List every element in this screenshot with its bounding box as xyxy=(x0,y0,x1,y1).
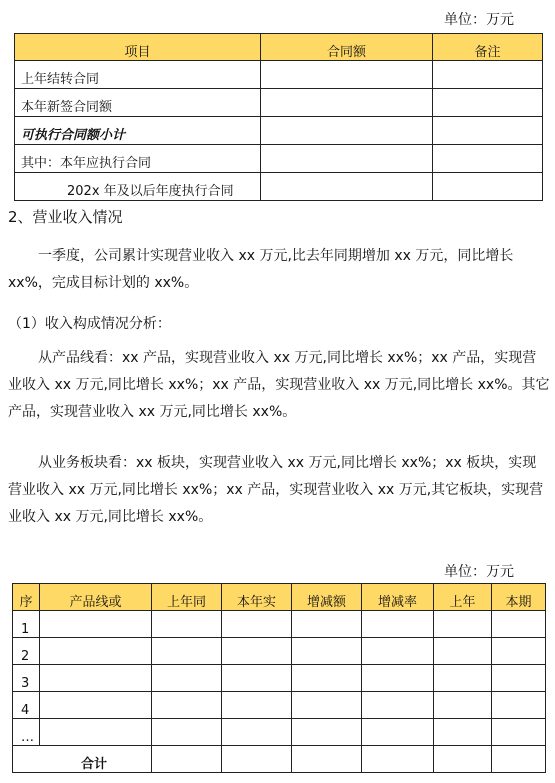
paragraph-business-segment: 从业务板块看：xx 板块，实现营业收入 xx 万元,同比增长 xx%；xx 板块，实现营业收入 xx 万元,同比增长 xx%；xx 产品，实现营业收入 xx 万元,其它板块，实现营业收入 xx 万元,同比增长 xx%。 xyxy=(8,455,544,525)
row-seq: 4 xyxy=(13,692,40,719)
row-label: 上年结转合同 xyxy=(15,61,261,89)
cell xyxy=(261,61,433,89)
revenue-table xyxy=(12,583,546,773)
table-row xyxy=(13,611,546,638)
table-row xyxy=(15,117,543,145)
cell xyxy=(433,173,543,201)
row-label: 本年新签合同额 xyxy=(15,89,261,117)
table-row xyxy=(13,638,546,665)
cell xyxy=(261,89,433,117)
table-row xyxy=(13,719,546,746)
unit-label-1: 单位：万元 xyxy=(444,12,514,28)
row-label-subtotal: 可执行合同额小计 xyxy=(15,117,261,145)
header-current-period: 本期 xyxy=(492,584,546,611)
table-row-total xyxy=(13,746,546,773)
cell xyxy=(261,117,433,145)
cell xyxy=(433,145,543,173)
header-change-amount: 增减额 xyxy=(292,584,362,611)
paragraph-summary: 一季度，公司累计实现营业收入 xx 万元,比去年同期增加 xx 万元，同比增长 xx%，完成目标计划的 xx%。 xyxy=(8,248,514,291)
row-seq: 3 xyxy=(13,665,40,692)
header-last-year-same: 上年同 xyxy=(152,584,222,611)
cell xyxy=(261,173,433,201)
paragraph-subheading: （1）收入构成情况分析： xyxy=(8,316,171,332)
cell xyxy=(261,145,433,173)
table-row xyxy=(15,145,543,173)
header-remarks: 备注 xyxy=(433,34,543,61)
table-row xyxy=(13,692,546,719)
header-contract-amount: 合同额 xyxy=(261,34,433,61)
total-label: 合计 xyxy=(13,746,152,773)
row-seq: 2 xyxy=(13,638,40,665)
row-seq: … xyxy=(13,719,40,746)
revenue-table-header xyxy=(13,584,546,611)
header-last-year: 上年 xyxy=(434,584,492,611)
header-product-line: 产品线或 xyxy=(40,584,152,611)
row-seq: 1 xyxy=(13,611,40,638)
section-title: 2、营业收入情况 xyxy=(8,208,123,226)
row-label: 202x 年及以后年度执行合同 xyxy=(15,173,261,201)
table-row xyxy=(15,61,543,89)
table-row xyxy=(15,89,543,117)
header-item: 项目 xyxy=(15,34,261,61)
cell xyxy=(433,61,543,89)
table-row xyxy=(13,665,546,692)
unit-label-2: 单位：万元 xyxy=(444,564,514,580)
header-this-year-actual: 本年实 xyxy=(222,584,292,611)
header-change-rate: 增减率 xyxy=(362,584,434,611)
contract-table-header xyxy=(15,34,543,61)
row-label: 其中：本年应执行合同 xyxy=(15,145,261,173)
header-seq: 序 xyxy=(13,584,40,611)
contract-table xyxy=(14,33,543,201)
cell xyxy=(433,117,543,145)
paragraph-product-line: 从产品线看：xx 产品，实现营业收入 xx 万元,同比增长 xx%；xx 产品，实现营业收入 xx 万元,同比增长 xx%；xx 产品，实现营业收入 xx 万元,同比增长 xx%。其它产品，实现营业收入 xx 万元,同比增长 xx%。 xyxy=(8,350,550,420)
table-row xyxy=(15,173,543,201)
cell xyxy=(433,89,543,117)
